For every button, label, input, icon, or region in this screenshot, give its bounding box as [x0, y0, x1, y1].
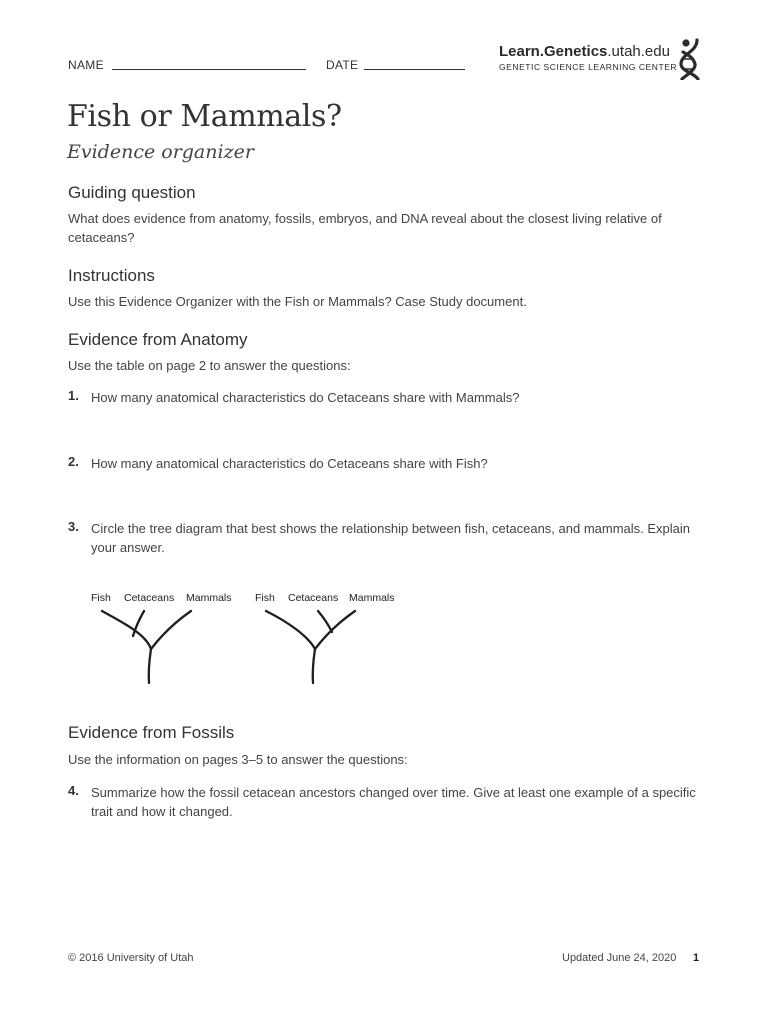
- instructions-text: Use this Evidence Organizer with the Fish or Mammals? Case Study document.: [68, 294, 527, 309]
- question-number: 3.: [68, 519, 79, 534]
- dna-person-icon: [676, 38, 702, 80]
- tree-diagram-option-1[interactable]: [88, 592, 248, 688]
- brand-name: [499, 43, 670, 60]
- anatomy-intro: Use the table on page 2 to answer the questions:: [68, 358, 351, 373]
- question-text: How many anatomical characteristics do Cetaceans share with Mammals?: [91, 390, 520, 405]
- anatomy-heading: Evidence from Anatomy: [68, 330, 248, 349]
- brand-name-light: .utah.edu: [607, 43, 670, 60]
- tree-label-cetaceans: Cetaceans: [124, 592, 175, 604]
- name-label: NAME: [68, 58, 104, 72]
- brand-name-bold: Learn.Genetics: [499, 43, 608, 60]
- fossils-intro: Use the information on pages 3–5 to answer the questions:: [68, 752, 408, 767]
- page-number: [693, 952, 699, 964]
- date-line[interactable]: [364, 69, 465, 70]
- guiding-question-text: What does evidence from anatomy, fossils, embryos, and DNA reveal about the closest living relative of cetaceans?: [68, 211, 662, 245]
- date-label: DATE: [326, 58, 359, 72]
- question-number: 2.: [68, 454, 79, 469]
- tree-label-mammals: Mammals: [186, 592, 232, 604]
- page-subtitle: Evidence organizer: [67, 141, 254, 163]
- footer-updated: Updated June 24, 2020: [562, 952, 677, 964]
- question-text: How many anatomical characteristics do Cetaceans share with Fish?: [91, 456, 488, 471]
- question-text: Circle the tree diagram that best shows the relationship between fish, cetaceans, and mammals. Explain your answer.: [91, 521, 691, 555]
- tree-diagram-branches: [88, 608, 248, 688]
- question-number: 1.: [68, 388, 79, 403]
- fossils-heading: Evidence from Fossils: [68, 723, 235, 742]
- footer-copyright: © 2016 University of Utah: [68, 952, 194, 964]
- page-title: Fish or Mammals?: [67, 99, 342, 134]
- tree-label-fish: Fish: [255, 592, 275, 604]
- name-line[interactable]: [112, 69, 306, 70]
- question-text: Summarize how the fossil cetacean ancestors changed over time. Give at least one example of a specific trait and how it changed.: [91, 785, 696, 819]
- tree-label-cetaceans: Cetaceans: [288, 592, 339, 604]
- question-number: 4.: [68, 783, 79, 798]
- tree-diagram-branches: [252, 608, 412, 688]
- tree-label-fish: Fish: [91, 592, 111, 604]
- instructions-heading: Instructions: [68, 266, 155, 285]
- guiding-question-heading: Guiding question: [68, 183, 196, 202]
- tree-diagram-option-2[interactable]: [252, 592, 412, 688]
- tree-label-mammals: Mammals: [349, 592, 395, 604]
- page-number-value: 1: [693, 952, 700, 964]
- brand-subtitle: GENETIC SCIENCE LEARNING CENTER: [499, 62, 678, 72]
